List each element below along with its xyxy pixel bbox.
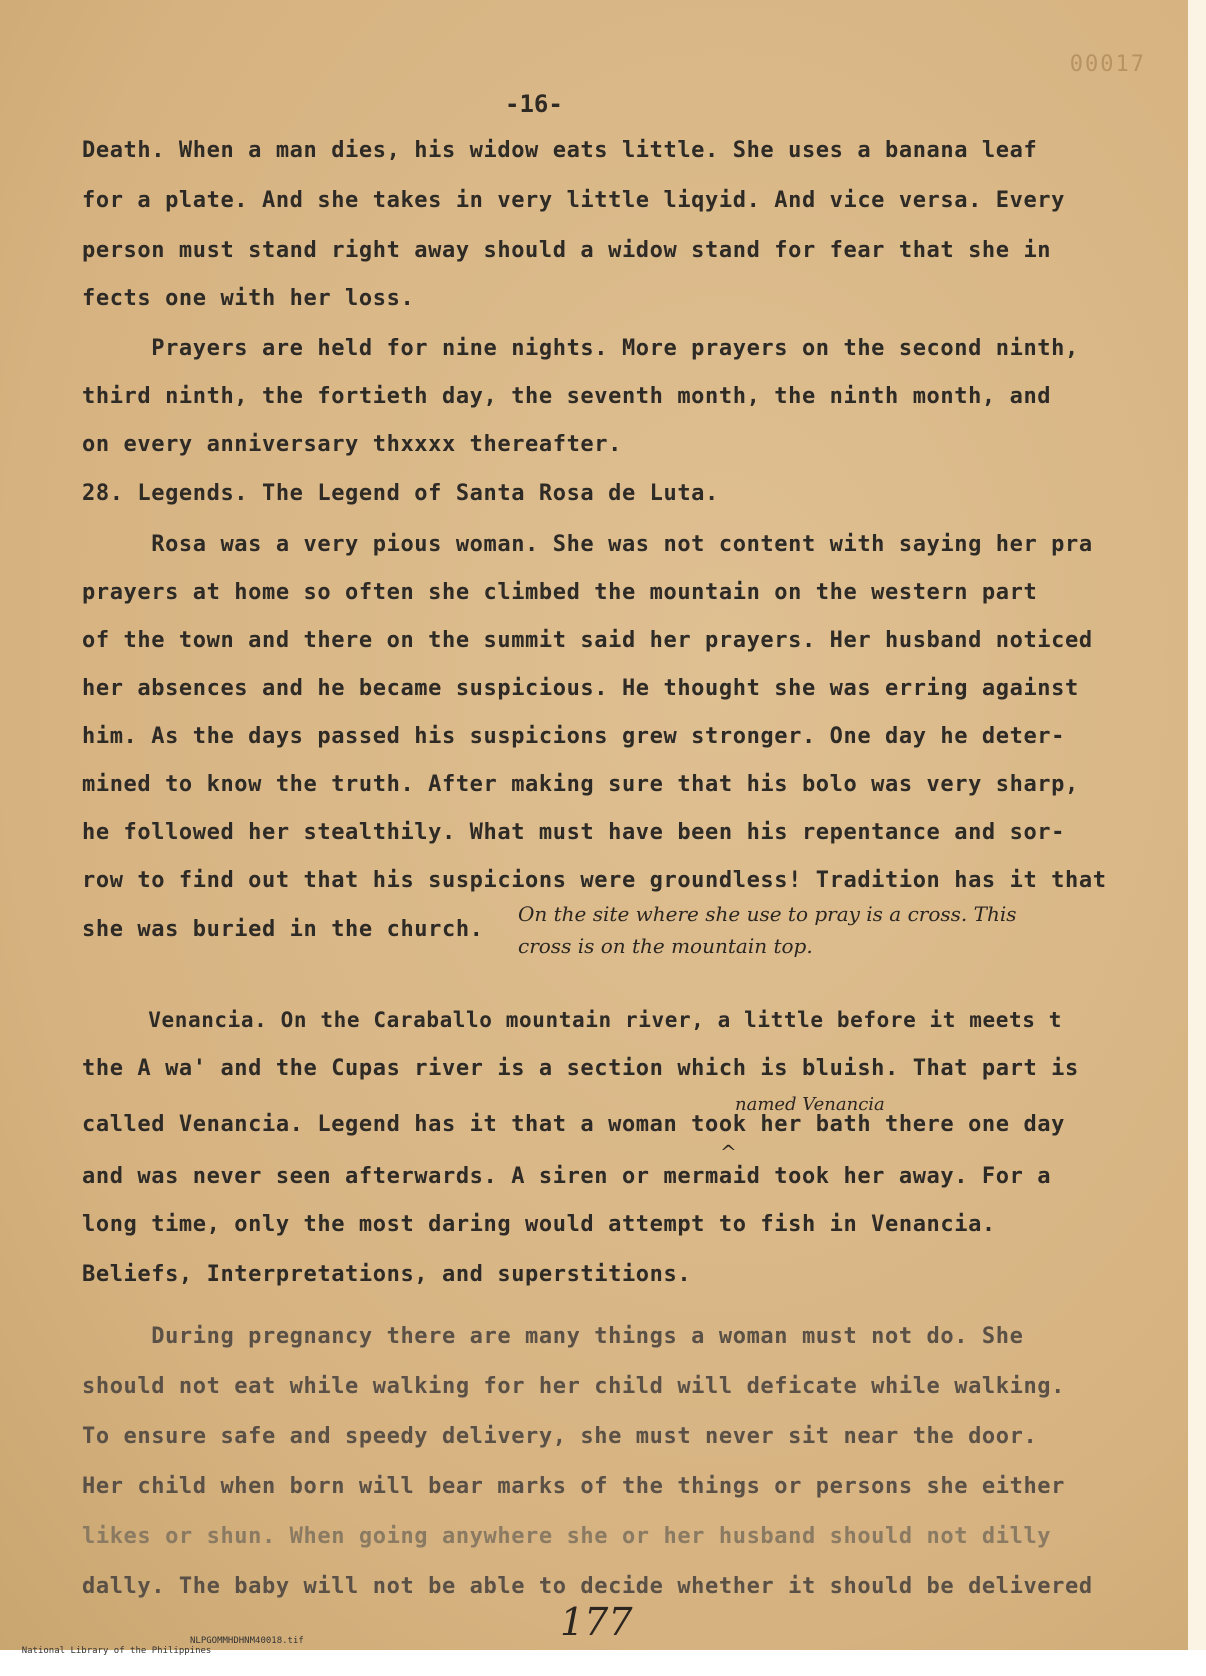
text-line: dally. The baby will not be able to decide whether it should be delivered: [82, 1574, 1093, 1599]
text-line: for a plate. And she takes in very little liqyid. And vice versa. Every: [82, 188, 1066, 213]
text-line: and was never seen afterwards. A siren or mermaid took her away. For a: [82, 1164, 1052, 1189]
text-line: person must stand right away should a widow stand for fear that she in: [82, 238, 1052, 263]
text-line: called Venancia. Legend has it that a woman took her bath there one day: [82, 1112, 1066, 1137]
footer-library: National Library of the Philippines: [21, 1646, 212, 1656]
text-line: Death. When a man dies, his widow eats little. She uses a banana leaf: [82, 138, 1038, 163]
text-line: on every anniversary thxxxx thereafter.: [82, 432, 622, 457]
text-line: the A wa' and the Cupas river is a section which is bluish. That part is: [82, 1056, 1079, 1081]
page-number: -16-: [505, 90, 563, 118]
text-line: Venancia. On the Caraballo mountain river, a little before it meets t: [82, 1008, 1062, 1032]
text-line: her absences and he became suspicious. He thought she was erring against: [82, 676, 1079, 701]
text-line: long time, only the most daring would attempt to fish in Venancia.: [82, 1212, 996, 1237]
text-line: prayers at home so often she climbed the mountain on the western part: [82, 580, 1038, 605]
section-heading: Beliefs, Interpretations, and superstitions.: [82, 1262, 692, 1287]
text-line: fects one with her loss.: [82, 286, 415, 311]
handwritten-caret: ^: [720, 1140, 737, 1164]
text-line: him. As the days passed his suspicions grew stronger. One day he deter-: [82, 724, 1066, 749]
footer-filename: NLPGOMMHDHNM40018.tif: [190, 1636, 304, 1646]
section-heading: 28. Legends. The Legend of Santa Rosa de Luta.: [82, 481, 719, 506]
scan-footer: [0, 1636, 304, 1676]
text-line: of the town and there on the summit said her prayers. Her husband noticed: [82, 628, 1093, 653]
handwritten-page-number: 177: [560, 1600, 633, 1644]
text-line: Her child when born will bear marks of the things or persons she either: [82, 1474, 1066, 1499]
text-line: should not eat while walking for her child will deficate while walking.: [82, 1374, 1066, 1399]
handwritten-note: On the site where she use to pray is a cross. This: [518, 902, 1017, 926]
archive-stamp: 00017: [1069, 52, 1146, 77]
text-line: To ensure safe and speedy delivery, she must never sit near the door.: [82, 1424, 1038, 1449]
text-line: Prayers are held for nine nights. More prayers on the second ninth,: [82, 336, 1079, 361]
text-line: row to find out that his suspicions were groundless! Tradition has it that: [82, 868, 1107, 893]
scan-edge: [1188, 0, 1206, 1650]
text-line: he followed her stealthily. What must have been his repentance and sor-: [82, 820, 1066, 845]
handwritten-note: cross is on the mountain top.: [518, 934, 813, 958]
text-line: she was buried in the church.: [82, 917, 484, 942]
text-line: mined to know the truth. After making sure that his bolo was very sharp,: [82, 772, 1079, 797]
text-line: third ninth, the fortieth day, the seventh month, the ninth month, and: [82, 384, 1052, 409]
text-line: Rosa was a very pious woman. She was not content with saying her pra: [82, 532, 1093, 557]
text-line: likes or shun. When going anywhere she or her husband should not dilly: [82, 1524, 1052, 1549]
text-line: During pregnancy there are many things a woman must not do. She: [82, 1324, 1024, 1349]
handwritten-insert: named Venancia: [735, 1094, 885, 1115]
